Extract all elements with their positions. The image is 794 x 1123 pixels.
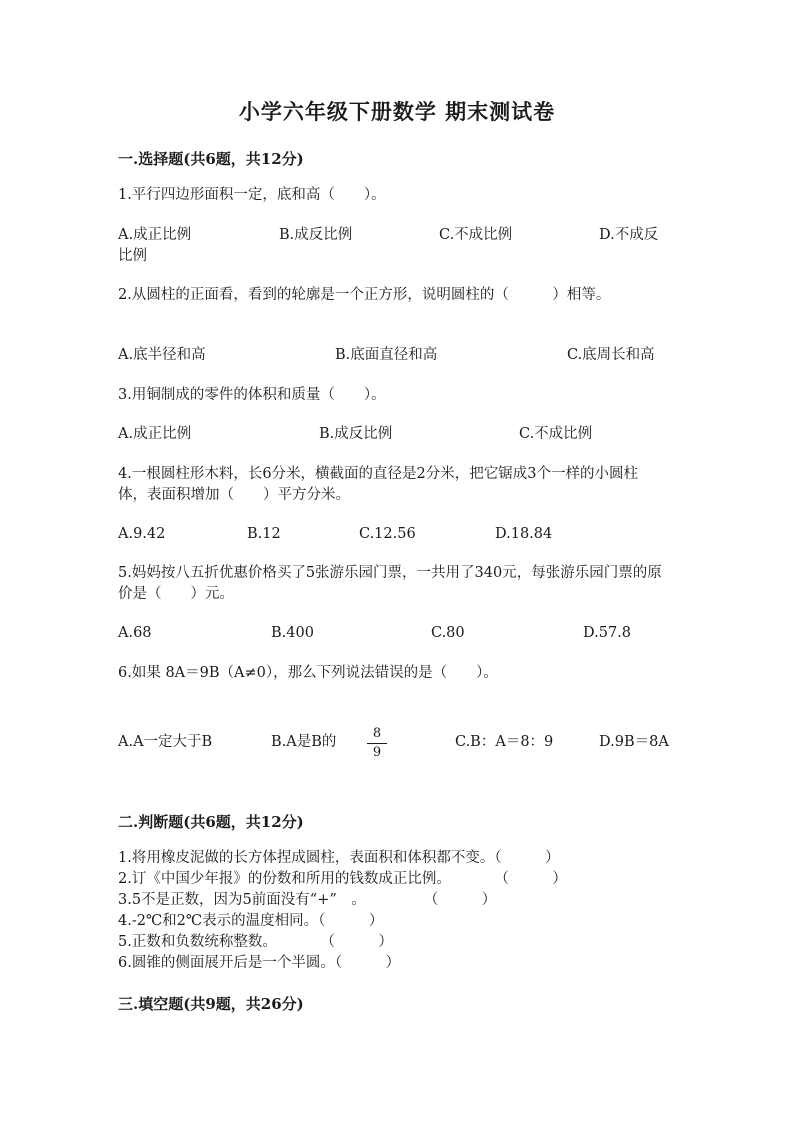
section-heading-choice: 一.选择题(共6题，共12分)	[118, 150, 304, 168]
question-2: 2.从圆柱的正面看，看到的轮廓是一个正方形，说明圆柱的（ ）相等。	[118, 287, 611, 303]
judgement-item-4: 4.-2℃和2℃表示的温度相同。（ ）	[118, 913, 384, 929]
question-5: 5.妈妈按八五折优惠价格买了5张游乐园门票，一共用了340元，每张游乐园门票的原价是（ ）元。	[118, 565, 662, 602]
q6-option-a: A.A一定大于B	[118, 734, 213, 750]
judgement-item-5: 5.正数和负数统称整数。 （ ）	[118, 934, 393, 950]
q6-option-c: C.B：A＝8：9	[455, 734, 554, 750]
q3-option-a: A.成正比例	[118, 426, 192, 442]
q2-option-a: A.底半径和高	[118, 347, 206, 363]
q6-fraction	[367, 726, 387, 761]
q4-option-c: C.12.56	[359, 526, 416, 542]
section-heading-judgement: 二.判断题(共6题，共12分)	[118, 813, 304, 831]
judgement-item-3: 3.5不是正数，因为5前面没有“+” 。 （ ）	[118, 892, 497, 908]
q1-option-a: A.成正比例	[118, 227, 192, 243]
q4-option-a: A.9.42	[118, 526, 166, 542]
q4-option-d: D.18.84	[495, 526, 553, 542]
question-1: 1.平行四边形面积一定，底和高（ ）。	[118, 187, 386, 203]
q5-option-c: C.80	[431, 625, 465, 641]
question-6: 6.如果 8A＝9B（A≠0），那么下列说法错误的是（ ）。	[118, 665, 498, 681]
judgement-item-1: 1.将用橡皮泥做的长方体捏成圆柱，表面积和体积都不变。（ ）	[118, 850, 560, 866]
q5-option-d: D.57.8	[583, 625, 632, 641]
q6-option-d: D.9B＝8A	[599, 734, 669, 750]
q4-option-b: B.12	[247, 526, 281, 542]
fraction-denominator: 9	[372, 745, 382, 760]
section-heading-fill-blank: 三.填空题(共9题，共26分)	[118, 995, 304, 1013]
question-4: 4.一根圆柱形木料，长6分米，横截面的直径是2分米，把它锯成3个一样的小圆柱体，表面积增加（ ）平方分米。	[118, 466, 639, 503]
q6-option-b: B.A是B的	[271, 734, 337, 750]
q2-option-c: C.底周长和高	[567, 347, 655, 363]
judgement-item-2: 2.订《中国少年报》的份数和所用的钱数成正比例。 （ ）	[118, 871, 567, 887]
q5-option-a: A.68	[118, 625, 152, 641]
q5-option-b: B.400	[271, 625, 314, 641]
q1-option-b: B.成反比例	[279, 227, 353, 243]
question-3: 3.用铜制成的零件的体积和质量（ ）。	[118, 387, 386, 403]
q1-option-d: D.不成反比例	[118, 227, 659, 264]
q1-option-c: C.不成比例	[439, 227, 513, 243]
fraction-numerator: 8	[367, 726, 387, 744]
q3-option-b: B.成反比例	[319, 426, 393, 442]
judgement-item-6: 6.圆锥的侧面展开后是一个半圆。（ ）	[118, 955, 401, 971]
q2-option-b: B.底面直径和高	[335, 347, 438, 363]
q3-option-c: C.不成比例	[519, 426, 593, 442]
page-title: 小学六年级下册数学 期末测试卷	[238, 99, 556, 124]
